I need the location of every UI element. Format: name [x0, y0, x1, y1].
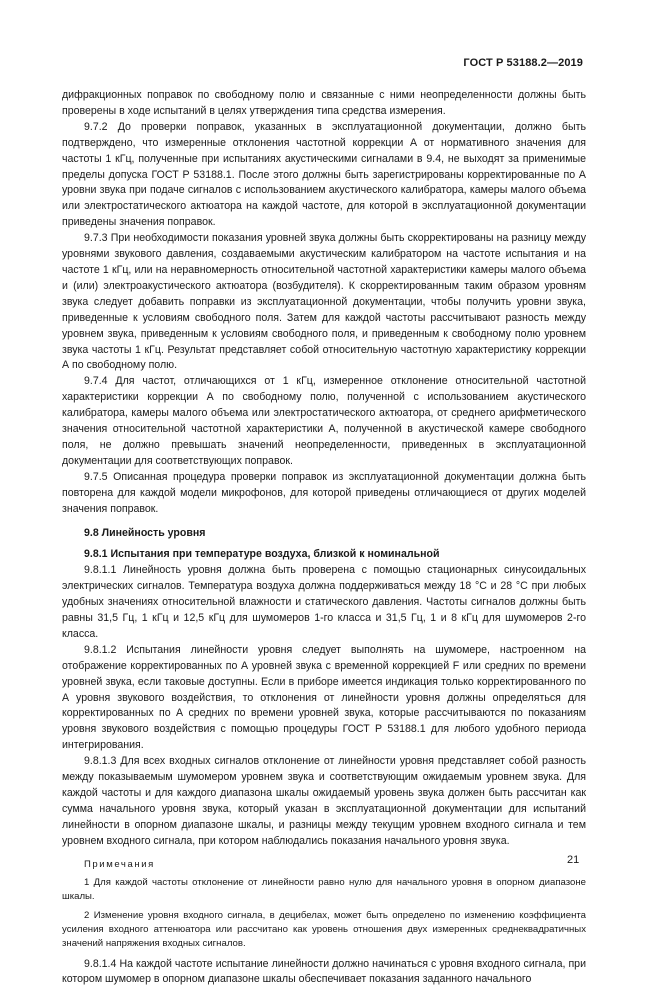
note-1: 1 Для каждой частоты отклонение от линейности равно нулю для начального уровня в опорном диапазоне шкалы.	[62, 876, 586, 902]
page-number: 21	[567, 854, 580, 866]
paragraph-9-7-3: 9.7.3 При необходимости показания уровней звука должны быть скорректированы на разницу между уровнями звукового давления, создаваемыми акустическим калибратором на частоте испытания и на частоте 1 кГц, или на неравномерность относительной частотной характеристики камеры малого объема и (или) электроакустического актюатора (возбудителя). К скорректированным таким образом уровням звука следует добавить поправки из эксплуатационной документации, чтобы получить уровни звука, приведенные к условиям свободного поля. Затем для каждой частоты рассчитывают разность между уровнем звука, приведенным к условиям свободного поля, и приведенным к свободному полю уровнем звука частоты 1 кГц. Результат представляет собой относительную частотную характеристику коррекции А по свободному полю.	[62, 232, 586, 372]
subsection-heading-9-8-1: 9.8.1 Испытания при температуре воздуха, близкой к номинальной	[84, 548, 440, 561]
paragraph-9-7-4: 9.7.4 Для частот, отличающихся от 1 кГц, измеренное отклонение относительной частотной характеристики коррекции А по свободному полю, полученной с использованием акустического калибратора, камеры малого объема или электростатического актюатора, от среднего арифметического значения относительной частотной характеристики А, полученной в акустической камере свободного поля, не должно превышать значений неопределенности, приведенных в эксплуатационной документации для соответствующих поправок.	[62, 375, 586, 467]
document-body	[62, 88, 586, 988]
notes-title: Примечания	[84, 858, 155, 870]
paragraph-continuation: дифракционных поправок по свободному полю и связанные с ними неопределенности должны быть проверены в ходе испытаний в целях утверждения типа средства измерения.	[62, 89, 586, 117]
note-2: 2 Изменение уровня входного сигнала, в децибелах, может быть определено по изменению коэффициента усиления входного аттенюатора или рассчитано как уровень отношения двух измеренных среднеквадратичных значений напряжения входных сигналов.	[62, 909, 586, 950]
paragraph-9-8-1-4: 9.8.1.4 На каждой частоте испытание линейности должно начинаться с уровня входного сигнала, при котором шумомер в опорном диапазоне шкалы обеспечивает показания заданного начального	[62, 957, 586, 986]
section-heading-9-8: 9.8 Линейность уровня	[84, 527, 206, 540]
paragraph-9-7-5: 9.7.5 Описанная процедура проверки поправок из эксплуатационной документации должна быть повторена для каждой модели микрофонов, для которой приведены отличающиеся от других моделей значения поправок.	[62, 470, 586, 515]
paragraph-9-7-2: 9.7.2 До проверки поправок, указанных в эксплуатационной документации, должно быть подтверждено, что измеренные отклонения частотной коррекции А от нормативного значения для частоты 1 кГц, полученные при испытаниях акустическими сигналами в 9.4, не выходят за применимые пределы допуска ГОСТ Р 53188.1. После этого должны быть зарегистрированы корректированные по А уровни звука при подаче сигналов с использованием акустического калибратора, камеры малого объема или электростатического актюатора на каждой частоте, для которой в эксплуатационной документации приведены значения поправок.	[62, 120, 586, 229]
paragraph-9-8-1-2: 9.8.1.2 Испытания линейности уровня следует выполнять на шумомере, настроенном на отображение корректированных по А уровней звука с временной коррекцией F или средних по времени уровней звука, если таковые доступны. Если в приборе имеется индикация только корректированного по А уровня звукового воздействия, то отклонения от линейности уровня должны определяться для корректированных по А средних по времени уровней звука, которые рассчитываются по показаниям уровня звукового воздействия с помощью процедуры ГОСТ Р 53188.1 для любого удобного периода интегрирования.	[62, 643, 586, 752]
paragraph-9-8-1-3: 9.8.1.3 Для всех входных сигналов отклонение от линейности уровня представляет собой разность между показываемым шумомером уровнем звука и соответствующим ожидаемым уровнем звука. Для каждой частоты и для каждого диапазона шкалы ожидаемый уровень звука должен быть рассчитан как сумма начального уровня звука, который указан в эксплуатационной документации для испытаний линейности в опорном диапазоне шкалы, и разницы между текущим уровнем входного сигнала и тем уровнем входного сигнала, при котором наблюдались показания начального уровня звука.	[62, 755, 586, 847]
document-header: ГОСТ Р 53188.2—2019	[463, 57, 583, 69]
paragraph-9-8-1-1: 9.8.1.1 Линейность уровня должна быть проверена с помощью стационарных синусоидальных электрических сигналов. Температура воздуха должна поддерживаться между 18 °С и 28 °С при любых удобных значениях относительной влажности и статического давления. Частоты сигналов должны быть равны 31,5 Гц, 1 кГц и 12,5 кГц для шумомеров 1-го класса и 31,5 Гц, 1 и 8 кГц для шумомеров 2-го класса.	[62, 564, 586, 640]
